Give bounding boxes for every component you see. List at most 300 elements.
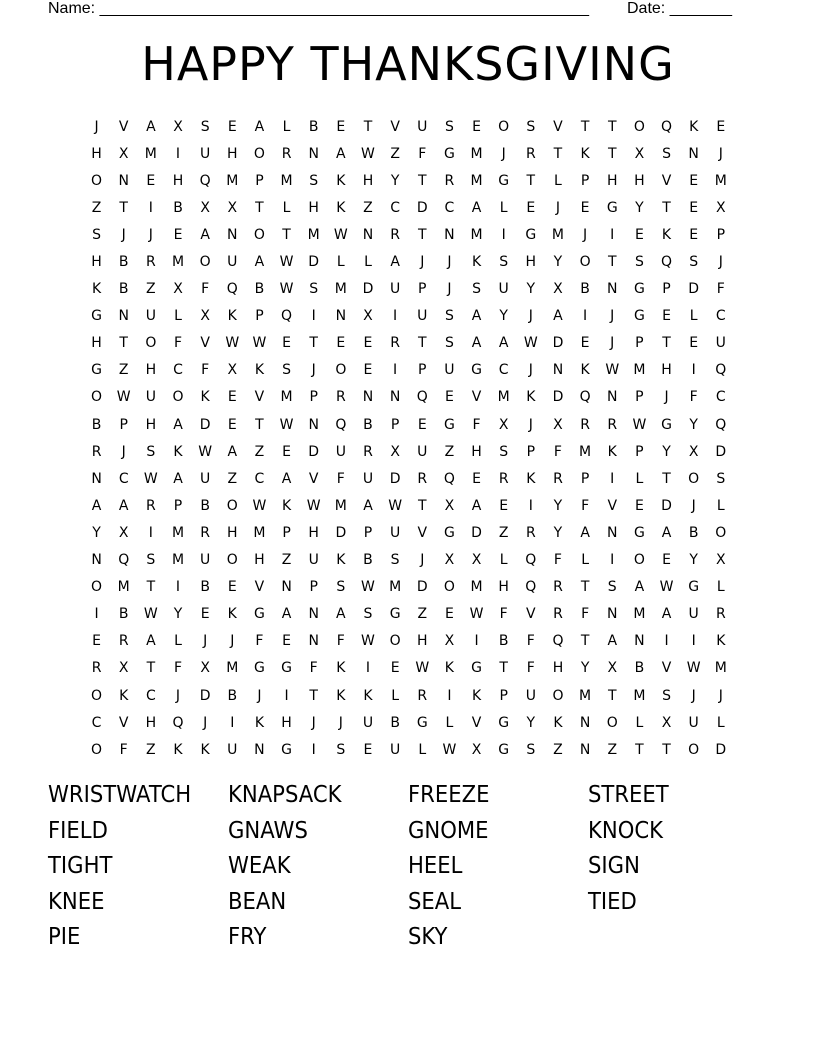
grid-letter: S: [472, 281, 481, 298]
grid-letter: D: [335, 524, 347, 541]
grid-letter: P: [635, 335, 644, 352]
grid-letter: K: [471, 254, 482, 271]
grid-letter: H: [145, 362, 157, 379]
grid-letter: D: [389, 470, 401, 487]
grid-letter: H: [91, 254, 102, 271]
grid-letter: B: [254, 281, 265, 298]
grid-letter: P: [635, 443, 644, 460]
grid-letter: K: [336, 687, 346, 704]
grid-letter: U: [362, 714, 374, 731]
grid-letter: H: [308, 524, 319, 541]
grid-letter: Y: [662, 443, 671, 460]
grid-letter: E: [634, 497, 644, 514]
grid-letter: G: [633, 281, 645, 298]
grid-letter: I: [148, 524, 153, 541]
grid-letter: E: [580, 335, 590, 352]
grid-letter: W: [333, 226, 348, 243]
grid-letter: U: [362, 470, 374, 487]
grid-letter: G: [471, 660, 482, 677]
grid-letter: U: [227, 741, 238, 758]
grid-letter: Z: [390, 145, 400, 162]
grid-letter: X: [118, 524, 129, 541]
grid-letter: J: [501, 145, 506, 162]
grid-letter: U: [335, 443, 346, 460]
grid-letter: Q: [579, 389, 591, 406]
grid-letter: O: [172, 389, 184, 406]
grid-letter: F: [526, 633, 535, 650]
grid-letter: J: [148, 226, 153, 243]
grid-letter: R: [553, 470, 563, 487]
grid-letter: K: [91, 281, 102, 298]
grid-letter: U: [715, 335, 726, 352]
grid-letter: H: [145, 714, 157, 731]
grid-letter: M: [714, 172, 727, 189]
grid-letter: O: [633, 118, 645, 135]
grid-letter: E: [227, 389, 237, 406]
grid-letter: F: [553, 443, 562, 460]
grid-letter: A: [146, 633, 156, 650]
grid-letter: U: [145, 389, 156, 406]
grid-letter: K: [281, 497, 292, 514]
grid-letter: Q: [525, 579, 537, 596]
grid-letter: N: [688, 145, 699, 162]
word-list-item: SKY: [408, 924, 448, 951]
header-line: [48, 0, 748, 20]
grid-letter: O: [226, 497, 238, 514]
grid-letter: T: [662, 199, 671, 216]
grid-letter: Z: [417, 606, 428, 623]
grid-letter: S: [146, 443, 156, 460]
grid-letter: W: [388, 497, 403, 514]
grid-letter: T: [146, 660, 156, 677]
grid-letter: D: [552, 335, 564, 352]
grid-letter: P: [119, 416, 128, 433]
grid-letter: E: [363, 362, 373, 379]
grid-letter: U: [200, 470, 211, 487]
grid-letter: P: [418, 281, 427, 298]
grid-letter: P: [580, 172, 590, 189]
grid-letter: K: [471, 687, 482, 704]
grid-letter: K: [336, 199, 346, 216]
grid-letter: A: [363, 497, 373, 514]
grid-letter: A: [173, 470, 183, 487]
grid-letter: Q: [226, 281, 238, 298]
grid-letter: M: [280, 389, 293, 406]
grid-letter: N: [552, 362, 564, 379]
grid-letter: C: [498, 362, 509, 379]
grid-letter: E: [146, 172, 156, 189]
grid-letter: U: [417, 443, 428, 460]
grid-letter: D: [715, 443, 727, 460]
grid-letter: G: [253, 606, 265, 623]
grid-letter: L: [418, 741, 427, 758]
word-list-item: BEAN: [228, 888, 287, 915]
grid-letter: W: [198, 443, 213, 460]
grid-letter: F: [581, 497, 590, 514]
grid-letter: R: [553, 606, 563, 623]
grid-letter: V: [607, 497, 618, 514]
grid-letter: M: [280, 172, 293, 189]
grid-letter: E: [390, 660, 400, 677]
grid-letter: E: [472, 470, 481, 487]
grid-letter: U: [444, 362, 455, 379]
grid-letter: T: [146, 579, 156, 596]
grid-letter: Q: [525, 552, 537, 569]
grid-letter: T: [607, 254, 617, 271]
grid-letter: Y: [635, 199, 644, 216]
grid-letter: X: [227, 362, 238, 379]
grid-letter: D: [199, 416, 211, 433]
grid-letter: O: [91, 741, 103, 758]
grid-letter: Y: [499, 308, 508, 325]
grid-letter: A: [634, 579, 645, 596]
grid-letter: M: [633, 362, 646, 379]
grid-letter: F: [255, 633, 264, 650]
grid-letter: B: [688, 524, 699, 541]
grid-letter: M: [470, 145, 483, 162]
grid-letter: G: [416, 714, 428, 731]
name-field[interactable]: Name: _______________________________________________________: [48, 0, 589, 17]
grid-letter: M: [551, 226, 564, 243]
grid-letter: D: [416, 199, 428, 216]
grid-letter: I: [94, 606, 99, 623]
grid-letter: S: [309, 281, 319, 298]
word-list-item: KNOCK: [588, 817, 664, 844]
grid-letter: F: [499, 606, 508, 623]
grid-letter: J: [664, 389, 669, 406]
grid-letter: T: [635, 741, 644, 758]
grid-letter: G: [443, 145, 455, 162]
grid-letter: H: [227, 524, 238, 541]
grid-letter: G: [281, 741, 292, 758]
grid-letter: O: [498, 118, 510, 135]
grid-letter: V: [526, 606, 536, 623]
grid-letter: S: [444, 308, 454, 325]
grid-letter: T: [309, 687, 318, 704]
grid-letter: W: [279, 416, 294, 433]
grid-letter: H: [145, 416, 157, 433]
grid-letter: H: [91, 335, 102, 352]
grid-letter: H: [552, 660, 564, 677]
grid-letter: O: [335, 362, 347, 379]
grid-letter: M: [226, 172, 239, 189]
grid-letter: T: [417, 335, 427, 352]
grid-letter: A: [91, 497, 102, 514]
grid-letter: L: [635, 470, 644, 487]
grid-letter: W: [252, 497, 267, 514]
grid-letter: N: [607, 524, 618, 541]
grid-letter: X: [200, 199, 210, 216]
grid-letter: P: [309, 579, 318, 596]
grid-letter: K: [607, 443, 617, 460]
grid-letter: Q: [715, 362, 727, 379]
grid-letter: X: [471, 552, 482, 569]
grid-letter: A: [254, 118, 265, 135]
grid-letter: E: [282, 443, 291, 460]
grid-letter: N: [308, 633, 319, 650]
grid-letter: E: [92, 633, 101, 650]
grid-letter: I: [393, 308, 398, 325]
grid-letter: X: [634, 145, 645, 162]
grid-letter: I: [528, 497, 533, 514]
grid-letter: R: [525, 524, 536, 541]
grid-letter: R: [91, 660, 102, 677]
grid-letter: K: [553, 714, 563, 731]
grid-letter: T: [662, 470, 671, 487]
grid-letter: D: [362, 281, 374, 298]
grid-letter: C: [390, 199, 400, 216]
grid-letter: T: [417, 497, 427, 514]
grid-letter: N: [607, 281, 618, 298]
grid-letter: B: [634, 660, 645, 677]
grid-letter: F: [689, 389, 698, 406]
grid-letter: R: [145, 497, 156, 514]
grid-letter: J: [94, 118, 99, 135]
grid-letter: J: [528, 362, 533, 379]
grid-letter: Z: [553, 741, 563, 758]
word-list-item: SEAL: [408, 888, 462, 915]
grid-letter: V: [471, 389, 482, 406]
grid-letter: A: [661, 606, 672, 623]
grid-letter: U: [417, 308, 428, 325]
grid-letter: J: [121, 443, 126, 460]
grid-letter: E: [662, 308, 671, 325]
grid-letter: D: [308, 443, 320, 460]
grid-letter: E: [472, 118, 481, 135]
grid-letter: G: [498, 741, 510, 758]
grid-letter: A: [336, 606, 346, 623]
grid-letter: C: [118, 470, 129, 487]
word-list-item: KNAPSACK: [228, 782, 342, 808]
grid-letter: E: [336, 118, 346, 135]
grid-letter: C: [715, 308, 726, 325]
grid-letter: M: [714, 660, 727, 677]
grid-letter: E: [662, 552, 671, 569]
grid-letter: W: [306, 497, 321, 514]
grid-letter: A: [146, 118, 156, 135]
grid-letter: K: [661, 226, 672, 243]
grid-letter: X: [553, 416, 563, 433]
grid-letter: C: [444, 199, 455, 216]
grid-letter: L: [174, 633, 182, 650]
grid-letter: V: [417, 524, 428, 541]
grid-letter: I: [664, 633, 669, 650]
grid-letter: S: [499, 254, 509, 271]
grid-letter: V: [118, 714, 129, 731]
grid-letter: N: [118, 308, 129, 325]
grid-letter: T: [255, 199, 264, 216]
grid-letter: X: [444, 552, 455, 569]
grid-letter: F: [581, 606, 590, 623]
grid-letter: H: [254, 552, 265, 569]
grid-letter: M: [579, 687, 592, 704]
word-list-item: TIED: [588, 888, 637, 915]
grid-letter: D: [308, 254, 320, 271]
grid-letter: I: [175, 579, 181, 596]
grid-letter: L: [716, 497, 725, 514]
grid-letter: N: [335, 308, 347, 325]
grid-letter: A: [580, 524, 590, 541]
word-list-item: STREET: [588, 782, 669, 808]
grid-letter: H: [525, 254, 537, 271]
grid-letter: D: [416, 579, 428, 596]
grid-letter: X: [173, 118, 183, 135]
grid-letter: O: [715, 524, 727, 541]
grid-letter: S: [92, 226, 102, 243]
grid-letter: F: [309, 660, 318, 677]
grid-letter: F: [716, 281, 725, 298]
grid-letter: K: [336, 552, 346, 569]
grid-letter: X: [553, 281, 563, 298]
grid-letter: J: [691, 687, 696, 704]
grid-letter: B: [363, 552, 373, 569]
grid-letter: H: [416, 633, 428, 650]
grid-letter: J: [420, 552, 425, 569]
grid-letter: K: [200, 741, 210, 758]
grid-letter: J: [447, 281, 452, 298]
grid-letter: L: [174, 308, 182, 325]
grid-letter: S: [309, 172, 319, 189]
grid-letter: S: [282, 362, 291, 379]
grid-letter: Y: [689, 416, 698, 433]
grid-letter: C: [254, 470, 265, 487]
grid-letter: Y: [92, 524, 101, 541]
grid-letter: K: [689, 118, 699, 135]
grid-letter: Y: [580, 660, 590, 677]
grid-letter: H: [227, 145, 238, 162]
grid-letter: R: [553, 579, 563, 596]
grid-letter: Y: [526, 714, 536, 731]
grid-letter: W: [605, 362, 620, 379]
grid-letter: W: [252, 335, 267, 352]
grid-letter: K: [173, 741, 183, 758]
grid-letter: W: [415, 660, 430, 677]
grid-letter: N: [308, 145, 319, 162]
grid-letter: T: [499, 660, 508, 677]
grid-letter: B: [308, 118, 319, 135]
grid-letter: L: [689, 308, 698, 325]
grid-letter: D: [471, 524, 482, 541]
grid-letter: A: [471, 199, 482, 216]
grid-letter: T: [662, 741, 671, 758]
grid-letter: J: [528, 308, 533, 325]
grid-letter: T: [580, 579, 590, 596]
grid-letter: I: [501, 226, 506, 243]
word-list-item: FIELD: [48, 817, 108, 844]
date-field[interactable]: Date: _______: [627, 0, 732, 17]
grid-letter: Q: [661, 118, 673, 135]
grid-letter: S: [662, 687, 671, 704]
grid-letter: Q: [552, 633, 564, 650]
grid-letter: T: [363, 118, 373, 135]
grid-letter: J: [555, 199, 561, 216]
grid-letter: X: [200, 660, 210, 677]
grid-letter: R: [525, 145, 536, 162]
grid-letter: U: [200, 145, 211, 162]
grid-letter: T: [255, 416, 264, 433]
grid-letter: B: [498, 633, 509, 650]
grid-letter: E: [417, 416, 427, 433]
grid-letter: E: [526, 199, 536, 216]
grid-letter: E: [716, 118, 726, 135]
grid-letter: J: [121, 226, 126, 243]
grid-letter: D: [715, 741, 727, 758]
grid-letter: F: [119, 741, 128, 758]
grid-letter: O: [389, 633, 401, 650]
grid-letter: K: [526, 389, 536, 406]
grid-letter: V: [200, 335, 210, 352]
grid-letter: Y: [526, 281, 536, 298]
grid-letter: E: [173, 226, 183, 243]
grid-letter: Z: [254, 443, 265, 460]
grid-letter: S: [444, 335, 454, 352]
grid-letter: E: [444, 606, 454, 623]
grid-letter: V: [254, 389, 265, 406]
grid-letter: H: [661, 362, 672, 379]
grid-letter: J: [311, 714, 316, 731]
grid-letter: P: [716, 226, 726, 243]
grid-letter: R: [281, 145, 292, 162]
grid-letter: N: [91, 470, 102, 487]
grid-letter: Q: [335, 416, 347, 433]
grid-letter: W: [686, 660, 701, 677]
grid-letter: G: [443, 524, 455, 541]
grid-letter: K: [254, 714, 264, 731]
grid-letter: U: [417, 118, 428, 135]
grid-letter: R: [200, 524, 210, 541]
grid-letter: O: [91, 687, 103, 704]
grid-letter: M: [334, 497, 347, 514]
grid-letter: Q: [416, 389, 428, 406]
grid-letter: O: [253, 145, 265, 162]
grid-letter: X: [498, 416, 509, 433]
grid-letter: K: [227, 606, 237, 623]
grid-letter: V: [390, 118, 400, 135]
grid-letter: B: [227, 687, 238, 704]
grid-letter: R: [580, 416, 590, 433]
grid-letter: Z: [281, 552, 292, 569]
grid-letter: Y: [689, 552, 698, 569]
grid-letter: H: [606, 172, 618, 189]
grid-letter: W: [469, 606, 484, 623]
grid-letter: W: [361, 579, 375, 596]
word-list-item: SIGN: [588, 853, 640, 880]
grid-letter: K: [200, 389, 210, 406]
grid-letter: W: [361, 633, 375, 650]
grid-letter: U: [389, 281, 401, 298]
grid-letter: S: [662, 145, 671, 162]
grid-letter: C: [145, 687, 156, 704]
grid-letter: T: [607, 118, 617, 135]
word-list-item: FREEZE: [408, 782, 490, 808]
grid-letter: Y: [553, 254, 563, 271]
grid-letter: H: [634, 172, 645, 189]
grid-letter: T: [309, 335, 318, 352]
grid-letter: X: [227, 199, 238, 216]
grid-letter: E: [363, 741, 373, 758]
grid-letter: E: [689, 335, 699, 352]
grid-letter: G: [498, 172, 510, 189]
grid-letter: O: [91, 579, 103, 596]
grid-letter: Q: [661, 254, 673, 271]
grid-letter: J: [257, 687, 262, 704]
grid-letter: E: [499, 497, 509, 514]
grid-letter: X: [607, 660, 618, 677]
grid-letter: T: [580, 633, 590, 650]
grid-letter: R: [335, 389, 346, 406]
grid-letter: O: [443, 579, 455, 596]
grid-letter: M: [171, 254, 185, 271]
